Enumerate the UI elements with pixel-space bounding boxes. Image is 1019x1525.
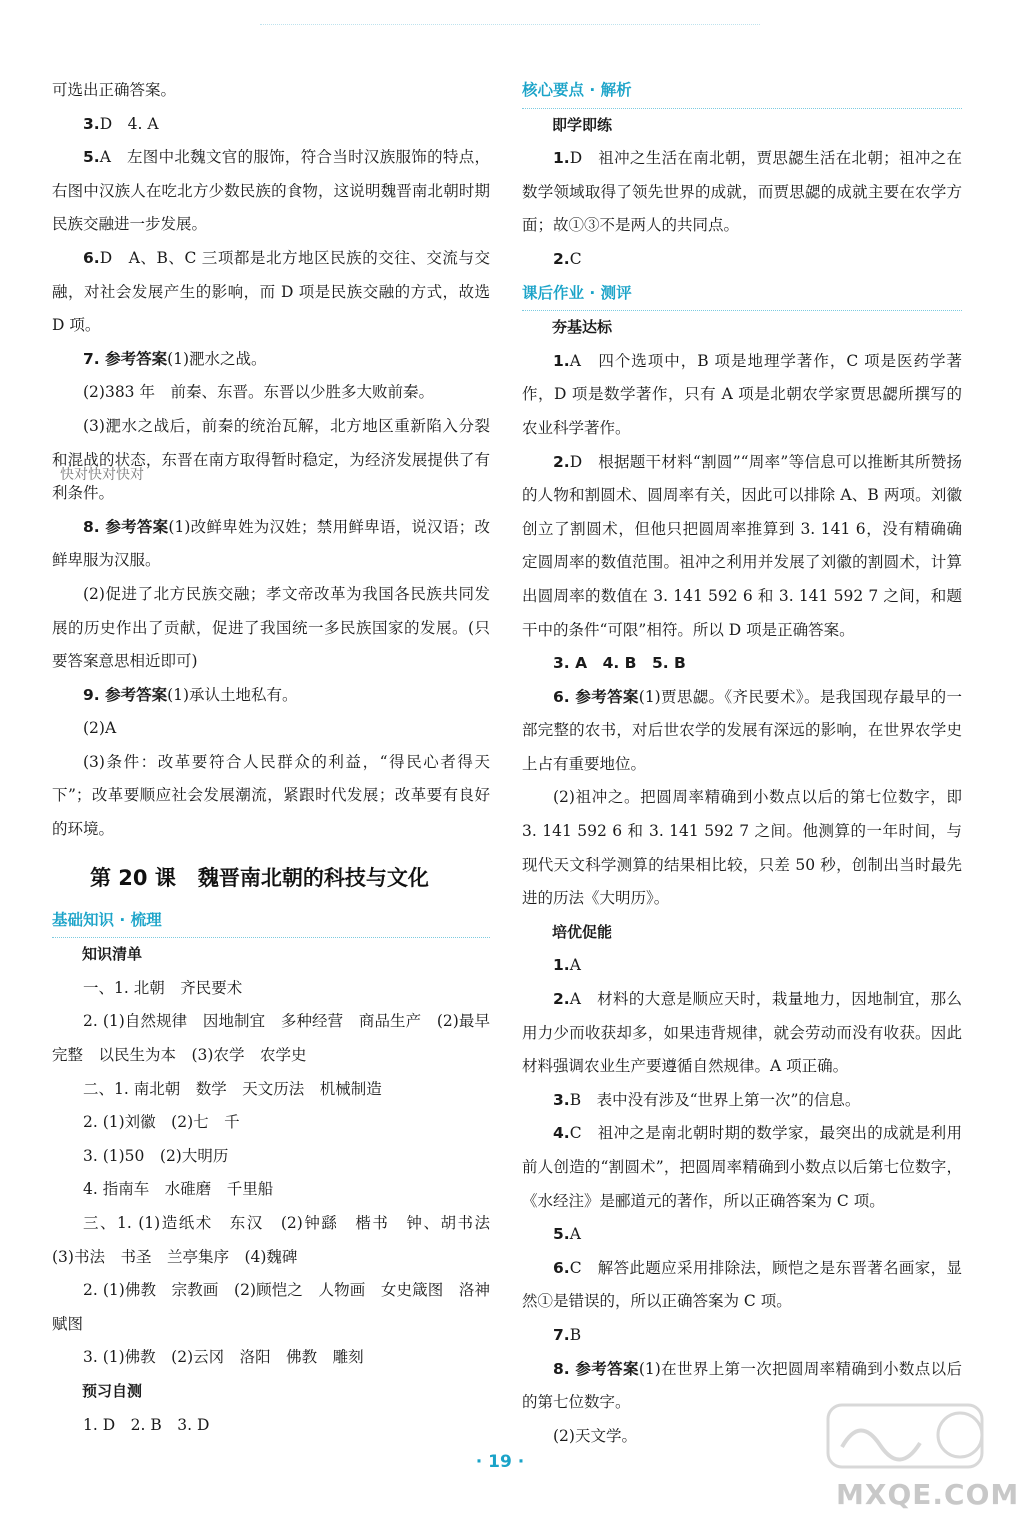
section-heading: 基础知识 · 梳理 [52,904,490,939]
top-divider [260,24,760,25]
answer-item: 6. 参考答案(1)贾思勰。《齐民要术》。是我国现存最早的一部完整的农书，对后世农学的发展有深远的影响，在世界农学史上占有重要地位。 [522,687,962,773]
text-line: 可选出正确答案。 [52,81,177,99]
answer-item: 2.D 根据题干材料“割圆”“周率”等信息可以推断其所赞扬的人物和割圆术、圆周率有关，因此可以排除 A、B 两项。刘徽创立了割圆术，但他只把圆周率推算到 3. 141 6，没有精确确定圆周率的数值范围。祖冲之利用并发展了刘徽的割圆术，计算出圆周率的数值在 3. 141 592 6 和 3. 141 592 7 之间，和题干中的条件“可限”相符。所以 D 项是正确答案。 [522,452,962,639]
watermark-text: MXQE.COM [836,1478,1019,1511]
answer-line: (3)淝水之战后，前秦的统治瓦解，北方地区重新陷入分裂和混战的状态，东晋在南方取得暂时稳定，为经济发展提供了有利条件。 [52,416,490,503]
subsection-heading: 即学即练 [552,115,613,134]
answer-item: 3.B 表中没有涉及“世界上第一次”的信息。 [553,1090,861,1109]
answer-item: 2.A 材料的大意是顺应天时，栽量地力，因地制宜，那么用力少而收获却多，如果违背规律，就会劳动而没有收获。因此材料强调农业生产要遵循自然规律。A 项正确。 [522,990,962,1076]
answer-item: 4.C 祖冲之是南北朝时期的数学家，最突出的成就是利用前人创造的“割圆术”，把圆周率精确到小数点以后第七位数字，《水经注》是郦道元的著作，所以正确答案为 C 项。 [522,1124,962,1210]
answer-item: 8. 参考答案(1)在世界上第一次把圆周率精确到小数点以后的第七位数字。 [522,1359,962,1412]
left-column [52,74,506,1442]
section-heading: 课后作业 · 测评 [522,277,962,312]
stamp-overlay: 快对快对快对 [60,467,144,483]
knowledge-line: 3. (1)佛教 (2)云冈 洛阳 佛教 雕刻 [83,1348,364,1367]
knowledge-line: 3. (1)50 (2)大明历 [83,1146,229,1165]
answer-item: 1.D 祖冲之生活在南北朝，贾思勰生活在北朝；祖冲之在数学领域取得了领先世界的成就，而贾思勰的成就主要在农学方面；故①③不是两人的共同点。 [522,149,962,235]
answer-item: 6.C 解答此题应采用排除法，顾恺之是东晋著名画家，显然①是错误的，所以正确答案为 C 项。 [522,1258,962,1311]
section-heading: 核心要点 · 解析 [522,74,962,109]
subsection-heading: 夯基达标 [552,318,613,337]
subsection-heading: 培优促能 [552,922,613,941]
knowledge-line: 4. 指南车 水碓磨 千里船 [83,1180,274,1199]
knowledge-line: 2. (1)佛教 宗教画 (2)顾恺之 人物画 女史箴图 洛神赋图 [52,1281,490,1333]
answer-line: (2)天文学。 [553,1426,637,1445]
knowledge-line: 2. (1)自然规律 因地制宜 多种经营 商品生产 (2)最早 完整 以民生为本 (3)农学 农学史 [52,1012,506,1065]
answer-item: 5.A [553,1225,581,1244]
lesson-title: 第 20 课 魏晋南北朝的科技与文化 [90,865,429,890]
answer-line: (2)祖冲之。把圆周率精确到小数点以后的第七位数字，即 3. 141 592 6 和 3. 141 592 7 之间。他测算的一年时间，与现代天文科学测算的结果相比较，只差 50 秒，创制出当时最先进的历法《大明历》。 [522,788,962,908]
answer-item: 2.C [553,249,582,268]
answer-item: 7.B [553,1325,582,1344]
answer-line: (2)促进了北方民族交融；孝文帝改革为我国各民族共同发展的历史作出了贡献，促进了我国统一多民族国家的发展。(只要答案意思相近即可) [52,584,490,671]
subsection-heading: 知识清单 [82,945,143,964]
answer-line: (2)383 年 前秦、东晋。东晋以少胜多大败前秦。 [83,383,434,402]
answer-line: 3. A 4. B 5. B [553,654,686,673]
answer-item: 1.A 四个选项中，B 项是地理学著作，C 项是医药学著作，D 项是数学著作，只有 A 项是北朝农学家贾思勰所撰写的农业科学著作。 [522,351,962,437]
subsection-heading: 预习自测 [82,1381,143,1400]
knowledge-line: 一、1. 北朝 齐民要术 [83,978,243,997]
knowledge-line: 三、1. (1)造纸术 东汉 (2)钟繇 楷书 钟、胡书法 (3)书法 书圣 兰亭集序 (4)魏碑 [52,1214,506,1266]
answer-line: (2)A [83,719,117,738]
knowledge-line: 1. D 2. B 3. D [83,1415,210,1434]
answer-item: 8. 参考答案(1)改鲜卑姓为汉姓；禁用鲜卑语，说汉语；改鲜卑服为汉服。 [52,517,490,570]
answer-item: 9. 参考答案(1)承认土地私有。 [83,685,298,704]
page-number: · 19 · [475,1452,525,1472]
answer-item: 3.D 4. A [83,114,159,133]
answer-line: (3)条件：改革要符合人民群众的利益，“得民心者得天下”；改革要顺应社会发展潮流，紧跟时代发展；改革要有良好的环境。 [52,752,490,839]
knowledge-line: 2. (1)刘徽 (2)七 千 [83,1113,240,1132]
answer-item: 7. 参考答案(1)淝水之战。 [83,349,267,368]
answer-item: 1.A [553,956,581,975]
right-column [522,74,962,1453]
answer-item: 5.A 左图中北魏文官的服饰，符合当时汉族服饰的特点，右图中汉族人在吃北方少数民族的食物，这说明魏晋南北朝时期民族交融进一步发展。 [52,148,490,234]
answer-item: 6.D A、B、C 三项都是北方地区民族的交往、交流与交融，对社会发展产生的影响，而 D 项是民族交融的方式，故选 D 项。 [52,248,490,335]
knowledge-line: 二、1. 南北朝 数学 天文历法 机械制造 [83,1079,382,1098]
